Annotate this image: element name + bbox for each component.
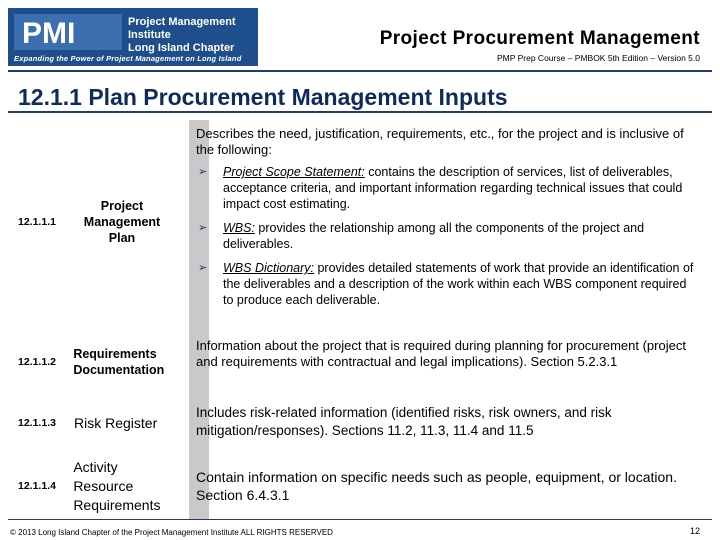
- list-item: [198, 260, 696, 308]
- arrow-bullet-icon: ➢: [198, 222, 208, 234]
- list-item: [198, 220, 696, 252]
- row-name: Risk Register: [74, 415, 158, 431]
- arrow-bullet-icon: ➢: [198, 262, 208, 274]
- row-number: 12.1.1.2: [18, 356, 56, 368]
- row-label: [18, 398, 178, 448]
- slide-title: 12.1.1 Plan Procurement Management Inputs: [18, 84, 508, 110]
- row-description: Includes risk-related information (identified risks, risk owners, and risk mitigation/responses). Sections 11.2, 11.3, 11.4 and 11.5: [196, 405, 612, 438]
- bullet-term: WBS:: [223, 221, 255, 235]
- list-item: [198, 164, 696, 212]
- table-row: [18, 398, 698, 448]
- table-row: [18, 456, 698, 516]
- bullet-text: contains the description of services, list of deliverables, acceptance criteria, and important information regarding technical issues that could impact cost estimating.: [223, 165, 683, 211]
- inputs-table: [18, 120, 698, 519]
- bullet-term: WBS Dictionary:: [223, 261, 314, 275]
- table-row: [18, 332, 698, 392]
- row-description: [196, 126, 696, 316]
- row-intro: Describes the need, justification, requirements, etc., for the project and is inclusive of the following:: [196, 126, 684, 157]
- row-label: [18, 456, 178, 516]
- svg-text:PMI: PMI: [22, 17, 76, 50]
- row-name: Requirements Documentation: [73, 347, 165, 377]
- row-number: 12.1.1.3: [18, 417, 56, 429]
- footer-divider: [8, 519, 712, 520]
- header-subtitle: PMP Prep Course – PMBOK 5th Edition – Version 5.0: [496, 53, 700, 63]
- page-number: 12: [689, 526, 700, 536]
- logo-name: [128, 16, 258, 55]
- title-divider: [8, 111, 712, 113]
- row-label: [18, 332, 178, 392]
- arrow-bullet-icon: ➢: [198, 166, 208, 178]
- bullet-text: provides detailed statements of work that provide an identification of the deliverables and a description of the work within each WBS component required to produce each deliverable.: [223, 261, 694, 307]
- row-name: Project Management Plan: [83, 199, 161, 245]
- bullet-term: Project Scope Statement:: [223, 165, 365, 179]
- row-label: [18, 190, 178, 254]
- row-number: 12.1.1.1: [18, 216, 56, 228]
- row-number: 12.1.1.4: [18, 480, 56, 492]
- row-name: Activity Resource Requirements: [73, 458, 161, 513]
- row-description: Information about the project that is required during planning for procurement (project and requirements with contractual and legal implications). Section 5.2.3.1: [196, 338, 686, 369]
- table-row: [18, 120, 698, 325]
- pmi-logo: [8, 8, 258, 66]
- pmi-logo-icon: [14, 14, 122, 50]
- logo-name-line2: Long Island Chapter: [128, 42, 235, 54]
- bullet-text: provides the relationship among all the components of the project and deliverables.: [223, 221, 645, 251]
- bullet-list: [196, 164, 696, 308]
- footer-copyright: © 2013 Long Island Chapter of the Project Management Institute ALL RIGHTS RESERVED: [10, 528, 333, 537]
- header-title: Project Procurement Management: [379, 28, 700, 49]
- logo-name-line1: Project Management Institute: [128, 16, 236, 41]
- logo-tagline: Expanding the Power of Project Management on Long Island: [14, 54, 242, 63]
- row-description: Contain information on specific needs such as people, equipment, or location. Section 6.4.3.1: [196, 469, 677, 503]
- header-divider: [8, 70, 712, 72]
